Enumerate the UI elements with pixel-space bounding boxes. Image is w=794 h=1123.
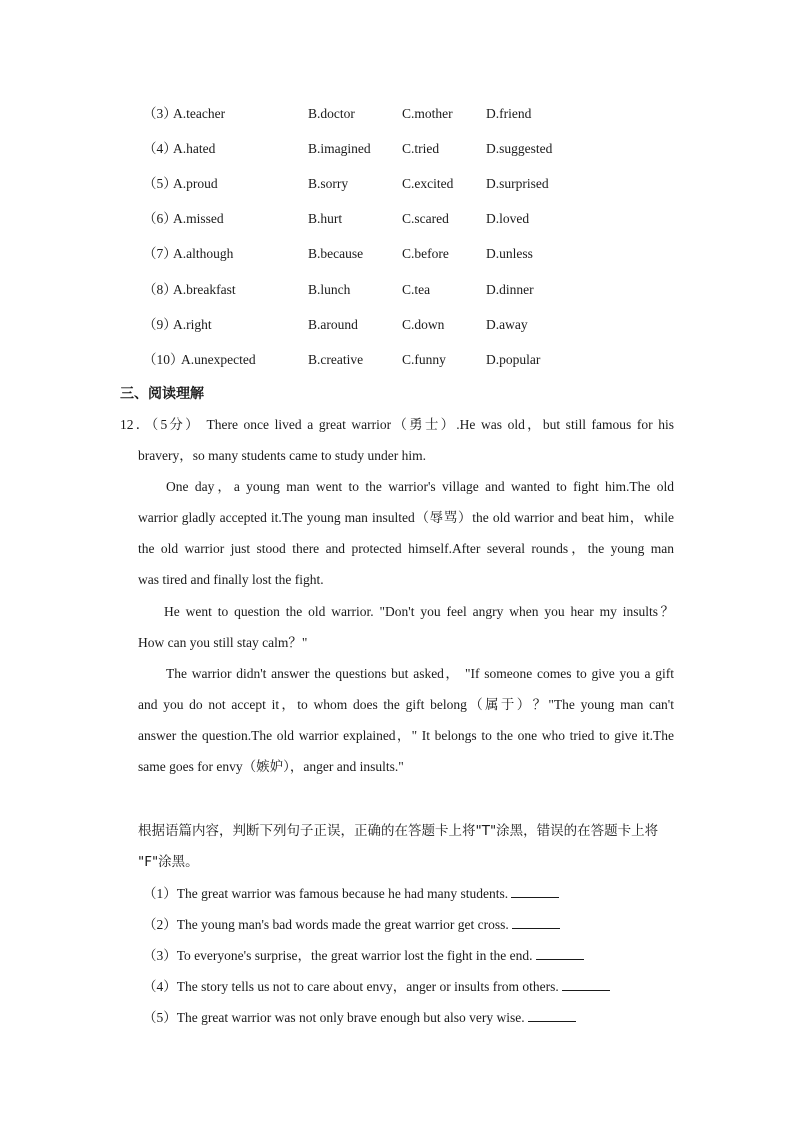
statement-text: （5）The great warrior was not only brave enough but also very wise. [143,1010,525,1025]
passage-line: The warrior didn't answer the questions but asked， "If someone comes to give you a gift [166,666,674,681]
option-row [0,209,794,229]
option-row [0,244,794,264]
option-a: A.although [173,246,234,261]
instruction-line: "F"涂黑。 [138,854,199,870]
option-b: B.sorry [308,176,349,191]
instruction-line: 根据语篇内容，判断下列句子正误，正确的在答题卡上将"T"涂黑，错误的在答题卡上将 [138,823,659,839]
passage-paragraph-3 [138,664,674,788]
option-c: C.tried [402,141,440,156]
answer-blank[interactable] [512,914,560,929]
option-number: （8） [143,282,177,297]
option-number: （6） [143,211,177,226]
option-row [0,139,794,159]
option-b: B.because [308,246,364,261]
passage-line: How can you still stay calm？" [138,635,308,650]
option-b: B.lunch [308,282,351,297]
option-row [0,315,794,335]
passage-line: answer the question.The old warrior explained，" It belongs to the one who tried to give it.The [138,728,674,743]
option-d: D.popular [486,352,541,367]
statement-item [143,883,559,903]
option-number: （5） [143,176,177,191]
question-header [120,415,674,446]
option-a: A.breakfast [173,282,236,297]
passage-line: One day，a young man went to the warrior's village and wanted to fight him.The old [166,479,674,494]
option-c: C.mother [402,106,453,121]
instructions [138,821,678,883]
answer-blank[interactable] [536,945,584,960]
option-d: D.surprised [486,176,549,191]
option-d: D.unless [486,246,533,261]
option-a: A.teacher [173,106,226,121]
option-row [0,350,794,370]
option-number: （7） [143,246,177,261]
statement-text: （3）To everyone's surprise，the great warrior lost the fight in the end. [143,948,533,963]
option-d: D.loved [486,211,530,226]
passage-paragraph-1 [138,477,674,601]
statement-item [143,914,560,934]
section-heading: 三、阅读理解 [120,386,204,402]
option-c: C.funny [402,352,446,367]
option-a: A.proud [173,176,218,191]
option-a: A.missed [173,211,224,226]
passage-line: He went to question the old warrior. "Don't you feel angry when you hear my insults？ [164,604,674,619]
option-d: D.suggested [486,141,553,156]
option-c: C.down [402,317,445,332]
answer-blank[interactable] [528,1007,576,1022]
statement-text: （4）The story tells us not to care about envy，anger or insults from others. [143,979,559,994]
option-row [0,280,794,300]
option-c: C.scared [402,211,449,226]
option-a: A.unexpected [181,352,256,367]
option-a: A.hated [173,141,216,156]
question-header-continuation [138,446,674,477]
option-d: D.dinner [486,282,534,297]
option-number: （4） [143,141,177,156]
statement-text: （1）The great warrior was famous because he had many students. [143,886,509,901]
option-number: （10） [143,352,184,367]
option-d: D.friend [486,106,532,121]
question-header-line: bravery，so many students came to study under him. [138,448,426,463]
passage-paragraph-2 [138,602,674,664]
option-row [0,174,794,194]
question-header-line: 12．（5分） There once lived a great warrior（勇士）.He was old，but still famous for his [120,417,674,432]
option-b: B.around [308,317,358,332]
passage-line: and you do not accept it，to whom does the gift belong（属于）？"The young man can't [138,697,674,712]
passage-line: was tired and finally lost the fight. [138,572,324,587]
option-d: D.away [486,317,528,332]
option-c: C.tea [402,282,431,297]
option-row [0,104,794,124]
option-number: （9） [143,317,177,332]
statement-text: （2）The young man's bad words made the great warrior get cross. [143,917,509,932]
passage-line: the old warrior just stood there and protected himself.After several rounds，the young man [138,541,674,556]
answer-blank[interactable] [562,976,610,991]
option-number: （3） [143,106,177,121]
passage-line: same goes for envy（嫉妒），anger and insults." [138,759,404,774]
option-b: B.hurt [308,211,343,226]
option-b: B.imagined [308,141,371,156]
option-b: B.doctor [308,106,355,121]
statement-item [143,945,584,965]
option-c: C.before [402,246,449,261]
option-b: B.creative [308,352,364,367]
answer-blank[interactable] [511,883,559,898]
statement-item [143,976,610,996]
statement-item [143,1007,576,1027]
option-c: C.excited [402,176,454,191]
option-a: A.right [173,317,212,332]
passage-line: warrior gladly accepted it.The young man insulted（辱骂）the old warrior and beat him，while [138,510,674,525]
